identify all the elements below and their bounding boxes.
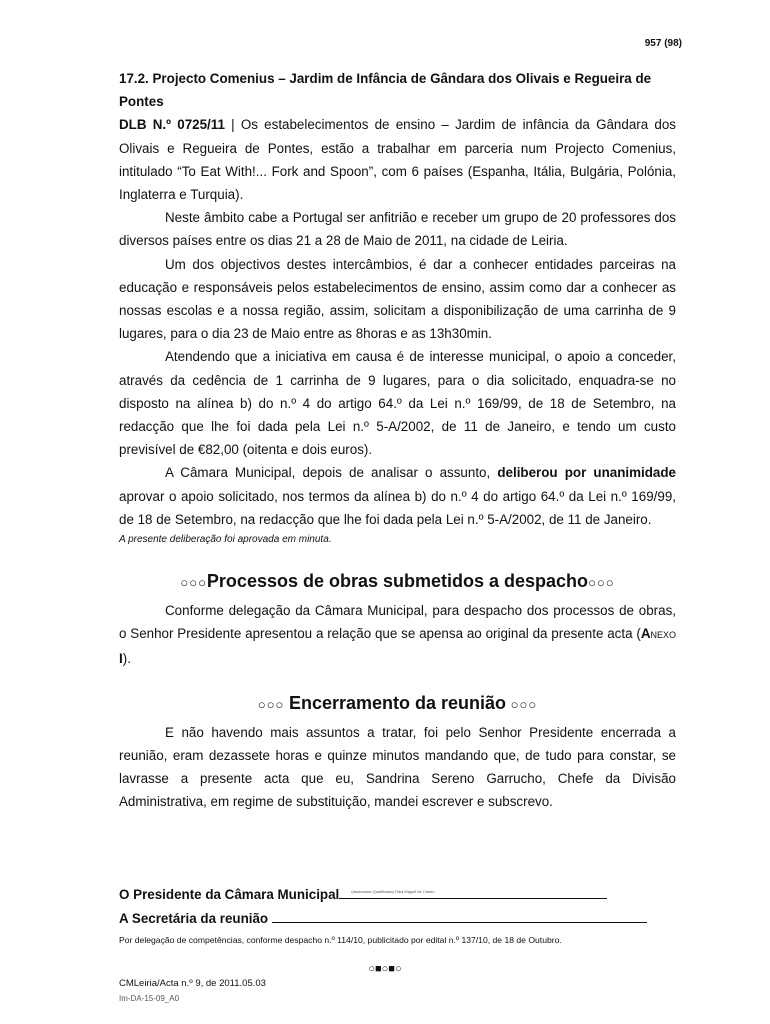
- paragraph-text: Os estabelecimentos de ensino – Jardim de infância da Gândara dos Olivais e Regueira de Pontes, estão a trabalhar em parceria num Projecto Comenius, intitulado “To Eat With!... Fork and Spoon”, com 6 países (Espanha, Itália, Bulgária, Polónia, Inglaterra e Turquia).: [119, 117, 676, 203]
- footer-form-code: Im-DA-15-09_A0: [119, 994, 180, 1003]
- section-heading-obras: [119, 569, 676, 595]
- document-body: [119, 67, 676, 813]
- paragraph-decision: [119, 461, 676, 531]
- annex-numeral: I: [119, 651, 123, 667]
- signature-president-line: [339, 886, 607, 899]
- minute-note: A presente deliberação foi aprovada em minuta.: [119, 534, 332, 546]
- obras-text-a: Conforme delegação da Câmara Municipal, para despacho dos processos de obras, o Senhor Presidente apresentou a relação que se apensa ao original da presente acta (: [119, 603, 676, 642]
- delegation-note: Por delegação de competências, conforme despacho n.º 114/10, publicitado por edital n.º 137/10, de 18 de Outubro.: [119, 935, 562, 945]
- page-number: 957 (98): [644, 38, 682, 49]
- obras-text-b: ).: [122, 651, 131, 667]
- footer-reference: CMLeiria/Acta n.º 9, de 2011.05.03: [119, 978, 266, 989]
- circle-marks-left: ○○○: [180, 575, 207, 591]
- circle-marks-right: ○○○: [588, 575, 615, 591]
- annex-letter-a: A: [640, 626, 651, 642]
- end-ornament: ○■○■○: [368, 963, 402, 975]
- section-heading-encerramento: [119, 691, 676, 717]
- decision-bold: deliberou por unanimidade: [497, 465, 676, 481]
- section-heading-text: Processos de obras submetidos a despacho: [206, 571, 589, 592]
- circle-marks-left: ○○○: [257, 696, 289, 712]
- signature-secretary-line: [272, 910, 647, 923]
- annex-nexo: NEXO: [650, 630, 676, 641]
- decision-text-a: A Câmara Municipal, depois de analisar o assunto,: [165, 465, 498, 481]
- dlb-separator: |: [224, 117, 241, 133]
- signature-president-stamp: (Assinatura Qualificada) Raul Miguel de Castro: [351, 889, 435, 894]
- paragraph-closing: E não havendo mais assuntos a tratar, foi pelo Senhor Presidente encerrada a reunião, eram dezassete horas e quinze minutos mandando que, de tudo para constar, se lavrasse a presente acta que eu, Sandrina Sereno Garrucho, Chefe da Divisão Administrativa, em regime de substituição, mandei escrever e subscrevo.: [119, 724, 676, 810]
- dlb-number: DLB N.º 0725/11: [119, 117, 225, 133]
- decision-text-b: aprovar o apoio solicitado, nos termos da alínea b) do n.º 4 do artigo 64.º da Lei n.º 169/99, de 18 de Setembro, na redacção que lhe foi dada pela Lei n.º 5-A/2002, de 11 de Janeiro.: [119, 488, 676, 527]
- paragraph-host: Neste âmbito cabe a Portugal ser anfitrião e receber um grupo de 20 professores dos diversos países entre os dias 21 a 28 de Maio de 2011, na cidade de Leiria.: [119, 210, 676, 249]
- signature-secretary: [119, 910, 647, 926]
- section-title-comenius: 17.2. Projecto Comenius – Jardim de Infância de Gândara dos Olivais e Regueira de Pontes: [119, 71, 652, 110]
- circle-marks-right: ○○○: [506, 696, 538, 712]
- paragraph-obras: [119, 599, 676, 671]
- signature-president: [119, 886, 607, 902]
- paragraph-legal-basis: Atendendo que a iniciativa em causa é de interesse municipal, o apoio a conceder, através da cedência de 1 carrinha de 9 lugares, para o dia solicitado, enquadra-se no disposto na alínea b) do n.º 4 do artigo 64.º da Lei n.º 169/99, de 18 de Setembro, na redacção que lhe foi dada pela Lei n.º 5-A/2002, de 11 de Janeiro, e tendo um custo previsível de €82,00 (oitenta e dois euros).: [119, 349, 676, 458]
- signature-secretary-label: A Secretária da reunião: [119, 911, 269, 926]
- paragraph-objectives: Um dos objectivos destes intercâmbios, é dar a conhecer entidades parceiras na educação e responsáveis pelos estabelecimentos de ensino, assim como dar a conhecer as nossas escolas e a nossa região, assim, solicitam a disponibilização de uma carrinha de 9 lugares, para o dia 23 de Maio entre as 8horas e as 13h30min.: [119, 256, 676, 342]
- section-heading-text: Encerramento da reunião: [288, 692, 507, 713]
- dlb-paragraph: [119, 113, 676, 206]
- signature-president-label: O Presidente da Câmara Municipal: [119, 887, 340, 902]
